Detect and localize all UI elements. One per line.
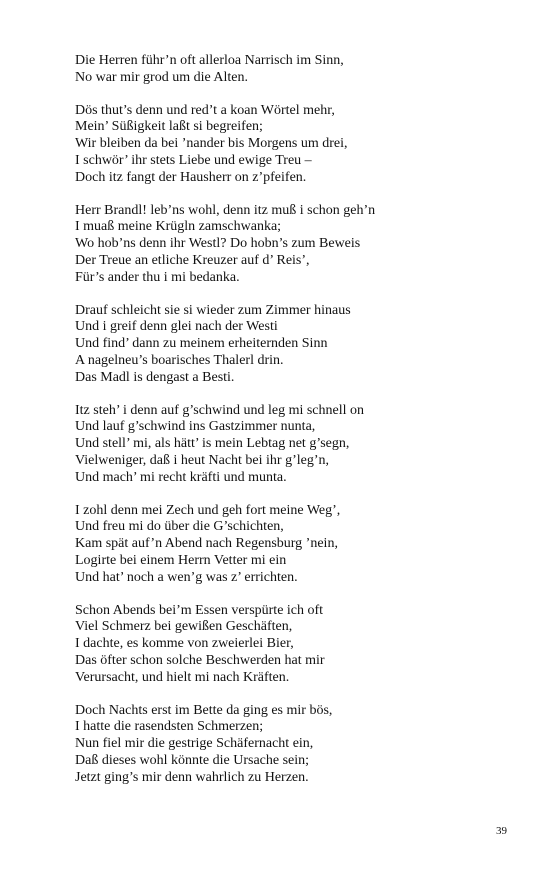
- poem-line: Und i greif denn glei nach der Westi: [75, 319, 278, 335]
- poem-line: Logirte bei einem Herrn Vetter mi ein: [75, 552, 287, 568]
- poem-line: Itz steh’ i denn auf g’schwind und leg mi schnell on: [75, 402, 365, 418]
- stanza: [75, 203, 515, 287]
- poem-line: Und lauf g’schwind ins Gastzimmer nunta,: [75, 419, 316, 435]
- stanza: [75, 303, 515, 387]
- poem-line: Wo hob’ns denn ihr Westl? Do hobn’s zum Beweis: [75, 236, 361, 252]
- page-number: 39: [496, 825, 507, 837]
- poem-line: Und hat’ noch a wen’g was z’ errichten.: [75, 569, 298, 585]
- poem-line: Wir bleiben da bei ’nander bis Morgens um drei,: [75, 136, 348, 152]
- poem-line: Dös thut’s denn und red’t a koan Wörtel mehr,: [75, 102, 335, 118]
- poem-line: Und freu mi do über die G’schichten,: [75, 519, 284, 535]
- poem-line: Verursacht, und hielt mi nach Kräften.: [75, 669, 290, 685]
- poem-line: Viel Schmerz bei gewißen Geschäften,: [75, 619, 293, 635]
- poem-line: Und stell’ mi, als hätt’ is mein Lebtag net g’segn,: [75, 436, 350, 452]
- stanza: [75, 703, 515, 787]
- stanza: [75, 103, 515, 187]
- poem-line: I schwör’ ihr stets Liebe und ewige Treu –: [75, 152, 312, 168]
- stanza: [75, 603, 515, 687]
- poem-line: Das Madl is dengast a Besti.: [75, 369, 235, 385]
- poem-line: Das öfter schon solche Beschwerden hat mir: [75, 652, 325, 668]
- poem-line: Kam spät auf’n Abend nach Regensburg ’nein,: [75, 536, 338, 552]
- poem-line: Der Treue an etliche Kreuzer auf d’ Reis’,: [75, 252, 310, 268]
- poem-line: Drauf schleicht sie si wieder zum Zimmer hinaus: [75, 302, 351, 318]
- poem-line: A nagelneu’s boarisches Thalerl drin.: [75, 352, 284, 368]
- poem-line: Doch itz fangt der Hausherr on z’pfeifen.: [75, 169, 307, 185]
- stanza: [75, 53, 515, 87]
- poem-line: Schon Abends bei’m Essen verspürte ich oft: [75, 602, 324, 618]
- stanza: [75, 403, 515, 487]
- poem-line: Mein’ Süßigkeit laßt si begreifen;: [75, 119, 263, 135]
- poem-line: I hatte die rasendsten Schmerzen;: [75, 719, 264, 735]
- poem-line: Die Herren führ’n oft allerloa Narrisch im Sinn,: [75, 53, 344, 68]
- poem-line: Jetzt ging’s mir denn wahrlich zu Herzen.: [75, 769, 309, 785]
- poem-line: I dachte, es komme von zweierlei Bier,: [75, 636, 294, 652]
- poem-line: No war mir grod um die Alten.: [75, 69, 249, 85]
- poem-line: Für’s ander thu i mi bedanka.: [75, 269, 240, 285]
- poem-line: Nun fiel mir die gestrige Schäfernacht ein,: [75, 736, 314, 752]
- poem-line: I zohl denn mei Zech und geh fort meine Weg’,: [75, 502, 341, 518]
- poem-line: Herr Brandl! leb’ns wohl, denn itz muß i schon geh’n: [75, 202, 376, 218]
- poem-line: Doch Nachts erst im Bette da ging es mir bös,: [75, 702, 333, 718]
- stanza: [75, 503, 515, 587]
- poem-line: Und mach’ mi recht kräfti und munta.: [75, 469, 287, 485]
- poem-line: Vielweniger, daß i heut Nacht bei ihr g’leg’n,: [75, 452, 330, 468]
- poem-body: [75, 53, 515, 802]
- poem-line: Daß dieses wohl könnte die Ursache sein;: [75, 752, 310, 768]
- poem-line: Und find’ dann zu meinem erheiternden Sinn: [75, 336, 328, 352]
- poem-line: I muaß meine Krügln zamschwanka;: [75, 219, 282, 235]
